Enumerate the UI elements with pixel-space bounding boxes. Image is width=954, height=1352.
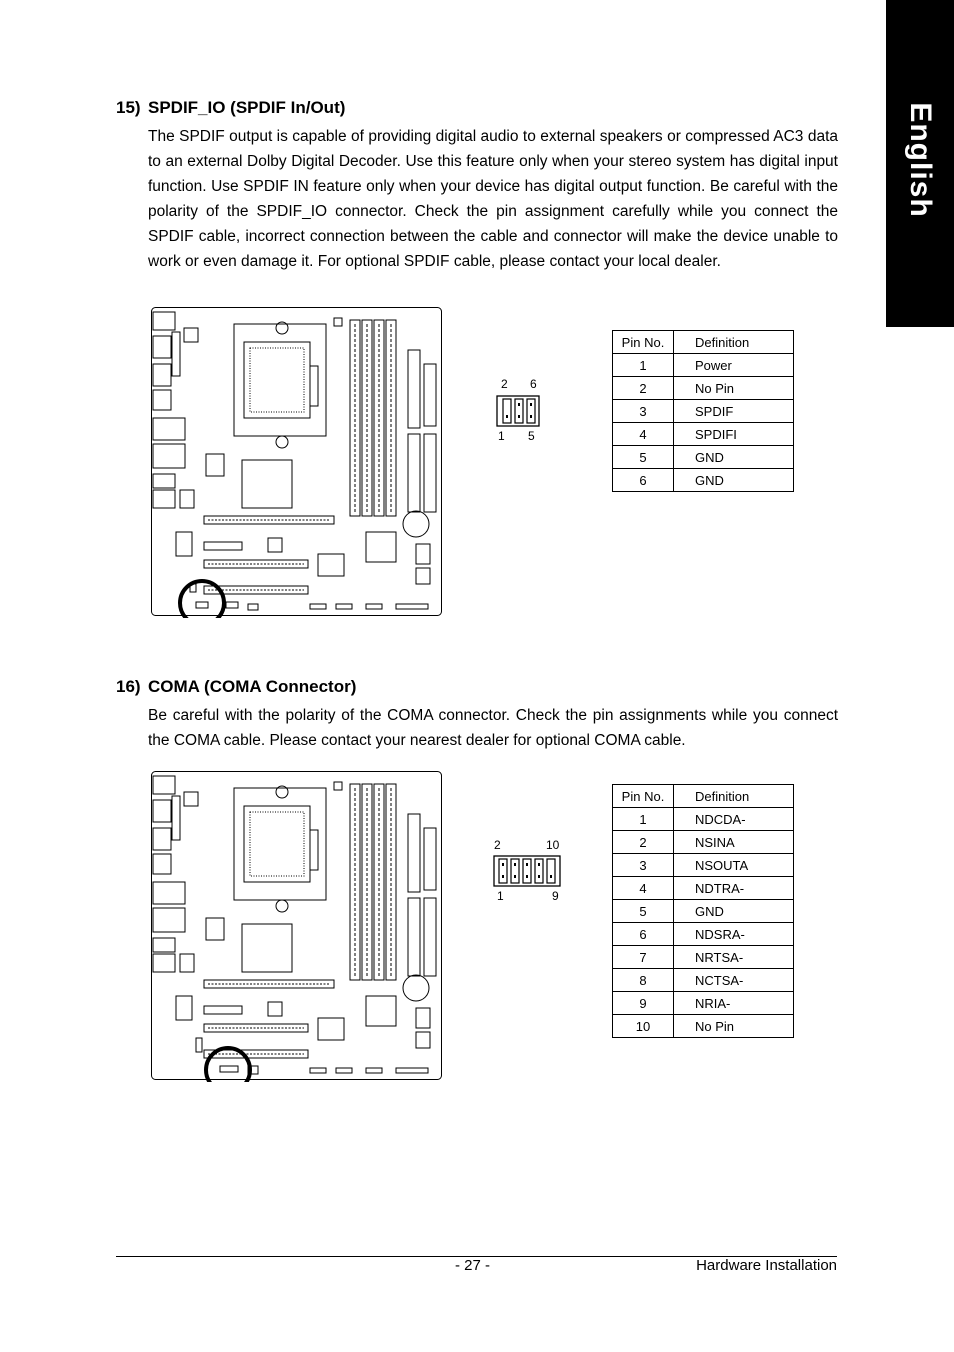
pin-number: 6	[613, 923, 674, 946]
pin-number: 4	[613, 877, 674, 900]
pin-definition: NCTSA-	[674, 969, 794, 992]
table-header-row	[613, 785, 794, 808]
spdif-pin-label-5: 5	[528, 429, 535, 443]
pin-number: 3	[613, 400, 674, 423]
pin-definition: SPDIF	[674, 400, 794, 423]
table-row	[613, 469, 794, 492]
pin-number: 4	[613, 423, 674, 446]
pin-number: 9	[613, 992, 674, 1015]
section-15-title: SPDIF_IO (SPDIF In/Out)	[148, 98, 346, 117]
pin-number: 1	[613, 354, 674, 377]
pin-definition: NDCDA-	[674, 808, 794, 831]
pin-number: 6	[613, 469, 674, 492]
table-row	[613, 831, 794, 854]
section-16-heading	[116, 677, 356, 697]
page-number: - 27 -	[455, 1257, 491, 1274]
pin-number: 5	[613, 900, 674, 923]
pin-definition: No Pin	[674, 377, 794, 400]
section-15-heading	[116, 98, 345, 118]
language-tab-label: English	[904, 102, 937, 218]
pin-number: 1	[613, 808, 674, 831]
coma-pin-label-10: 10	[546, 838, 560, 852]
footer-section-title: Hardware Installation	[696, 1257, 837, 1274]
pin-definition: GND	[674, 469, 794, 492]
section-15-body: The SPDIF output is capable of providing digital audio to external speakers or compressed AC3 data to an external Dolby Digital Decoder. Use this feature only when your stereo system has digital input function. Use SPDIF IN feature only when your device has digital output function. Be careful with the polarity of the SPDIF_IO connector. Check the pin assignment carefully while you connect the SPDIF cable, incorrect connection between the cable and connector will make the device unable to work or even damage it. For optional SPDIF cable, please contact your local dealer.	[148, 128, 838, 270]
spdif-header-diagram	[496, 395, 542, 432]
pin-definition: NSOUTA	[674, 854, 794, 877]
pin-definition: GND	[674, 446, 794, 469]
table-header-row	[613, 331, 794, 354]
section-16-number: 16)	[116, 677, 141, 696]
spdif-pin-label-1: 1	[498, 429, 505, 443]
spdif-pin-label-6: 6	[530, 377, 537, 391]
pin-definition: GND	[674, 900, 794, 923]
pin-definition: NRIA-	[674, 992, 794, 1015]
coma-pin-label-2: 2	[494, 838, 501, 852]
pin-number: 2	[613, 377, 674, 400]
spdif-pin-label-2: 2	[501, 377, 508, 391]
language-tab	[886, 0, 954, 327]
coma-pin-table	[612, 784, 794, 1038]
pin-number: 8	[613, 969, 674, 992]
section-16-title: COMA (COMA Connector)	[148, 677, 357, 696]
table-row	[613, 969, 794, 992]
table-row	[613, 854, 794, 877]
table-row	[613, 877, 794, 900]
column-header: Definition	[674, 331, 794, 354]
table-row	[613, 354, 794, 377]
column-header: Pin No.	[613, 785, 674, 808]
table-row	[613, 377, 794, 400]
motherboard-diagram-coma	[150, 770, 445, 1082]
table-row	[613, 946, 794, 969]
coma-pin-label-9: 9	[552, 889, 559, 903]
pin-number: 2	[613, 831, 674, 854]
table-row	[613, 808, 794, 831]
table-row	[613, 400, 794, 423]
pin-definition: Power	[674, 354, 794, 377]
table-row	[613, 923, 794, 946]
coma-header-diagram	[493, 855, 563, 892]
motherboard-diagram-spdif	[150, 306, 445, 618]
column-header: Pin No.	[613, 331, 674, 354]
pin-definition: NRTSA-	[674, 946, 794, 969]
pin-definition: SPDIFI	[674, 423, 794, 446]
table-row	[613, 992, 794, 1015]
section-15-number: 15)	[116, 98, 141, 117]
table-row	[613, 900, 794, 923]
pin-number: 5	[613, 446, 674, 469]
pin-number: 10	[613, 1015, 674, 1038]
table-row	[613, 1015, 794, 1038]
column-header: Definition	[674, 785, 794, 808]
pin-number: 3	[613, 854, 674, 877]
pin-definition: No Pin	[674, 1015, 794, 1038]
section-16-body: Be careful with the polarity of the COMA connector. Check the pin assignments while you connect the COMA cable. Please contact your nearest dealer for optional COMA cable.	[148, 707, 838, 749]
pin-definition: NDTRA-	[674, 877, 794, 900]
coma-pin-label-1: 1	[497, 889, 504, 903]
spdif-pin-table	[612, 330, 794, 492]
pin-definition: NSINA	[674, 831, 794, 854]
table-row	[613, 423, 794, 446]
table-row	[613, 446, 794, 469]
pin-definition: NDSRA-	[674, 923, 794, 946]
pin-number: 7	[613, 946, 674, 969]
